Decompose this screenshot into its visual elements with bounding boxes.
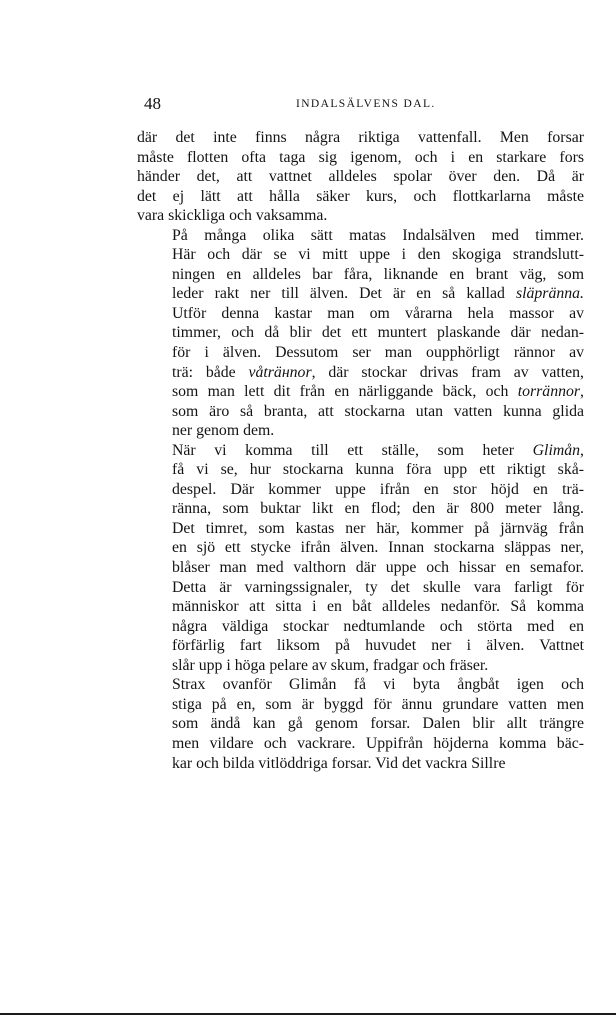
text-line: men vildare och vackrare. Uppifrån höjderna komma bäc- — [172, 734, 584, 752]
text-line: despel. Där kommer uppe ifrån en stor höjd en trä- — [172, 480, 584, 498]
text-line: som man lett dit från en närliggande bäck, och torrännor, — [172, 383, 584, 401]
text-line: stiga på en, som är byggd för ännu grundare vatten men — [172, 695, 584, 713]
text-line: På många olika sätt matas Indalsälven med timmer. — [172, 226, 584, 244]
text-line: det ej lätt att hålla säker kurs, och flottkarlarna måste — [137, 187, 584, 205]
text-line: för i älven. Dessutom ser man oupphörligt rännor av — [172, 344, 584, 362]
text-line: timmer, och då blir det ett muntert plaskande där nedan- — [172, 324, 584, 342]
text-line: händer det, att vattnet alldeles spolar över den. Då är — [137, 168, 584, 186]
italic-term: Glimån — [532, 441, 581, 459]
text-line: människor att sitta i en båt alldeles nedanför. Så komma — [172, 598, 584, 616]
text-line: ränna, som buktar likt en flod; den är 800 meter lång. — [172, 500, 584, 518]
text-line: några väldiga stockar nedtumlande och störta med en — [172, 617, 584, 635]
paragraph — [137, 441, 584, 676]
paragraph — [137, 128, 584, 226]
text-line: Här och där se vi mitt uppe i den skogiga strandslutt- — [172, 246, 584, 264]
text-line: Det timret, som kastas ner här, kommer på järnväg från — [172, 519, 584, 537]
running-head — [144, 94, 586, 118]
text-line: trä: både våträнnor, där stockar drivas fram av vatten, — [172, 363, 584, 381]
text-line: ningen en alldeles bar fåra, liknande en brant väg, som — [172, 265, 584, 283]
italic-term: släpränna. — [515, 285, 584, 303]
text-line: blåser man med valthorn där uppe och hissar en semafor. — [172, 559, 584, 577]
text-line: som ändå kan gå genom forsar. Dalen blir allt trängre — [172, 715, 584, 733]
text-line: ner genom dem. — [172, 422, 275, 440]
body-text — [137, 128, 584, 773]
page-number: 48 — [144, 94, 161, 113]
paragraph — [137, 226, 584, 441]
text-line: förfärlig fart liksom på huvudet ner i älven. Vattnet — [172, 637, 584, 655]
text-line: Detta är varningssignaler, ty det skulle vara farligt för — [172, 578, 584, 596]
text-line: slår upp i höga pelare av skum, fradgar och fräser. — [172, 656, 489, 674]
paragraph — [137, 675, 584, 773]
italic-term: våträнnor — [248, 363, 312, 381]
italic-term: torrännor — [517, 383, 581, 401]
text-line: där det inte finns några riktiga vattenfall. Men forsar — [137, 129, 584, 146]
text-line: som äro så branta, att stockarna utan vatten kunna glida — [172, 402, 584, 420]
text-line: vara skickliga och vaksamma. — [137, 207, 328, 225]
text-line: få vi se, hur stockarna kunna föra upp ett riktigt skå- — [172, 461, 584, 479]
text-line: en sjö ett stycke ifrån älven. Innan stockarna släppas ner, — [172, 539, 584, 557]
text-line: leder rakt ner till älven. Det är en så kallad släpränna. — [172, 285, 584, 303]
text-line: Strax ovanför Glimån få vi byta ångbåt igen och — [172, 676, 584, 694]
text-line: måste flotten ofta taga sig igenom, och i en starkare fors — [137, 148, 584, 166]
page-bottom-edge — [0, 1013, 616, 1015]
text-line: Utför denna kastar man om vårarna hela massor av — [172, 304, 584, 322]
running-title: INDALSÄLVENS DAL. — [296, 98, 436, 110]
text-line: kar och bilda vitlöddriga forsar. Vid det vackra Sillre — [172, 754, 506, 772]
text-line: När vi komma till ett ställe, som heter Glimån, — [172, 441, 584, 459]
